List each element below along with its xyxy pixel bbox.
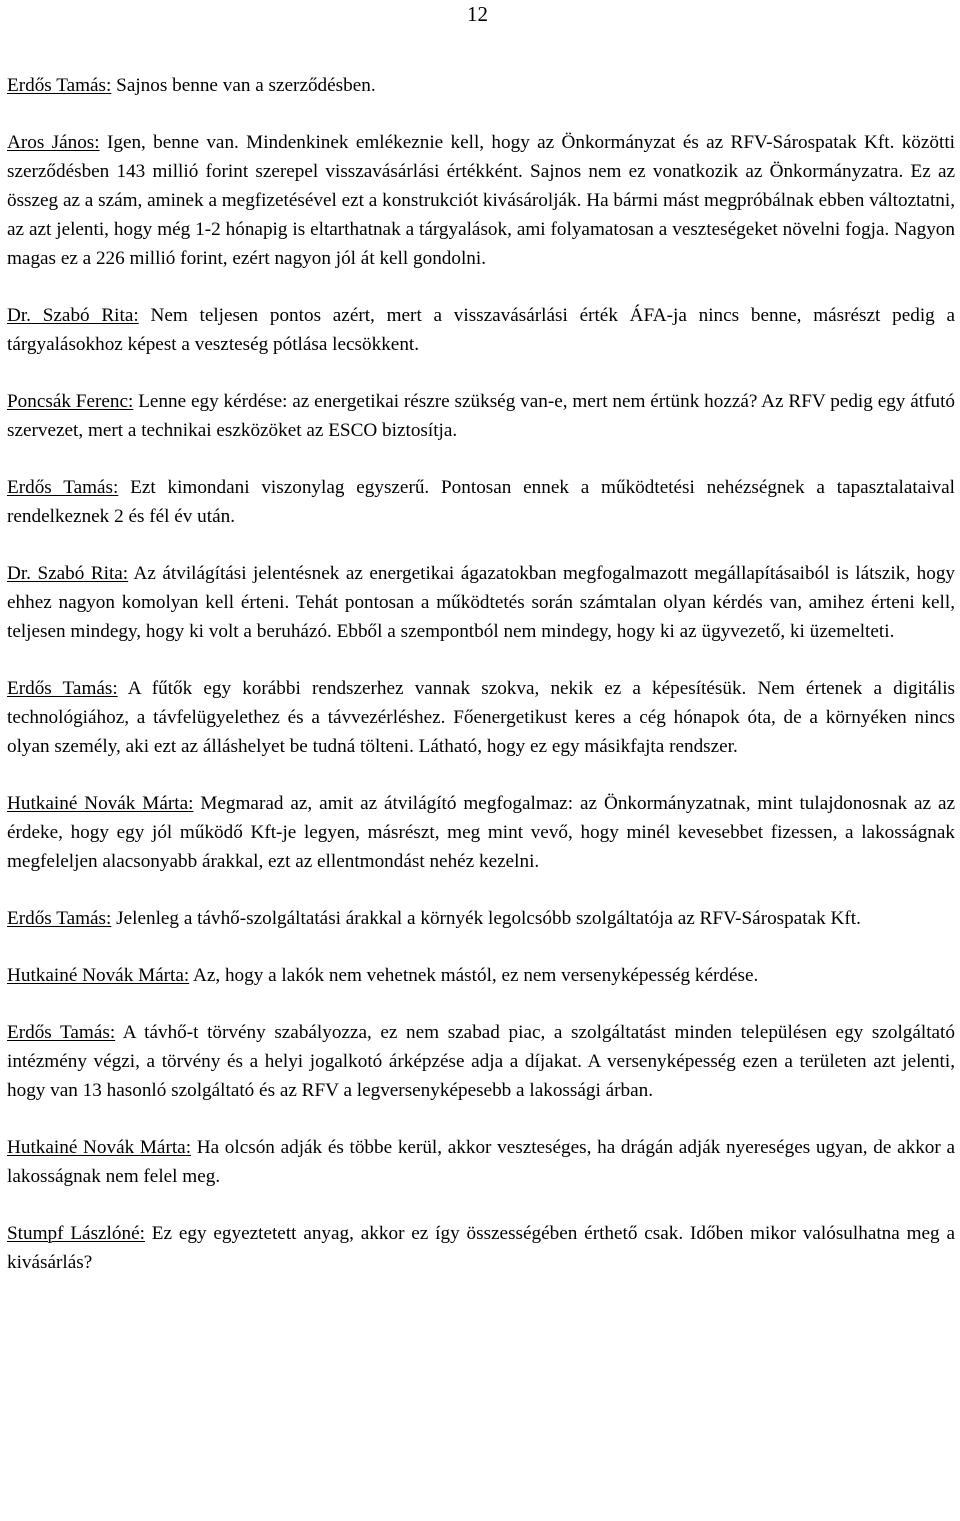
paragraph — [7, 1219, 955, 1277]
paragraph-text: A fűtők egy korábbi rendszerhez vannak szokva, nekik ez a képesítésük. Nem értenek a digitális technológiához, a távfelügyelethez és a távvezérléshez. Főenergetikust keres a cég hónapok óta, de a környéken nincs olyan személy, aki ezt az álláshelyet be tudná tölteni. Látható, hogy ez egy másikfajta rendszer. — [7, 678, 955, 757]
paragraph-text: Nem teljesen pontos azért, mert a visszavásárlási érték ÁFA-ja nincs benne, másrészt pedig a tárgyalásokhoz képest a veszteség pótlása lecsökkent. — [7, 305, 956, 355]
paragraph — [7, 904, 955, 933]
page-number: 12 — [467, 2, 488, 26]
paragraph — [7, 674, 955, 761]
paragraph — [7, 71, 955, 100]
speaker-name: Hutkainé Novák Márta: — [7, 793, 194, 814]
paragraph — [7, 559, 955, 646]
paragraph-text: Sajnos benne van a szerződésben. — [111, 75, 376, 96]
paragraph-text: Igen, benne van. Mindenkinek emlékeznie kell, hogy az Önkormányzat és az RFV-Sárospatak Kft. közötti szerződésben 143 millió forint szerepel visszavásárlási értékként. Sajnos nem ez vonatkozik az Önkormányzatra. Ez az összeg az a szám, aminek a megfizetésével ezt a konstrukciót kivásárolják. Ha bármi mást megpróbálnak ebben változtatni, az azt jelenti, hogy még 1-2 hónapig is eltarthatnak a tárgyalások, ami folyamatosan a veszteségeket növelni fogja. Nagyon magas ez a 226 millió forint, ezért nagyon jól át kell gondolni. — [7, 132, 956, 269]
paragraph — [7, 1133, 955, 1191]
paragraph-text: Jelenleg a távhő-szolgáltatási árakkal a környék legolcsóbb szolgáltatója az RFV-Sárospatak Kft. — [111, 908, 861, 929]
document-body — [7, 71, 955, 1305]
speaker-name: Poncsák Ferenc: — [7, 391, 134, 412]
paragraph-text: A távhő-t törvény szabályozza, ez nem szabad piac, a szolgáltatást minden településen egy szolgáltató intézmény végzi, a törvény és a helyi jogalkotó árképzése adja a díjakat. A versenyképesség ezen a területen azt jelenti, hogy van 13 hasonló szolgáltató és az RFV a legversenyképesebb a lakossági árban. — [7, 1022, 955, 1101]
speaker-name: Dr. Szabó Rita: — [7, 563, 129, 584]
speaker-name: Erdős Tamás: — [7, 678, 118, 699]
speaker-name: Dr. Szabó Rita: — [7, 305, 139, 326]
speaker-name: Erdős Tamás: — [7, 908, 112, 929]
paragraph — [7, 473, 955, 531]
paragraph — [7, 1018, 955, 1105]
paragraph-text: Ha olcsón adják és többe kerül, akkor veszteséges, ha drágán adják nyereséges ugyan, de akkor a lakosságnak nem felel meg. — [7, 1137, 956, 1187]
paragraph — [7, 301, 955, 359]
paragraph-text: Ezt kimondani viszonylag egyszerű. Pontosan ennek a működtetési nehézségnek a tapasztalataival rendelkeznek 2 és fél év után. — [7, 477, 955, 527]
speaker-name: Stumpf Lászlóné: — [7, 1223, 145, 1244]
speaker-name: Aros János: — [7, 132, 100, 153]
paragraph-text: Megmarad az, amit az átvilágító megfogalmaz: az Önkormányzatnak, mint tulajdonosnak az az érdeke, hogy egy jól működő Kft-je legyen, másrészt, meg mint vevő, hogy minél kevesebbet fizessen, a lakosságnak megfeleljen alacsonyabb árakkal, ezt az ellentmondást nehéz kezelni. — [7, 793, 955, 872]
speaker-name: Erdős Tamás: — [7, 1022, 116, 1043]
paragraph — [7, 128, 955, 273]
paragraph-text: Az, hogy a lakók nem vehetnek mástól, ez nem versenyképesség kérdése. — [189, 965, 759, 986]
paragraph — [7, 789, 955, 876]
paragraph-text: Az átvilágítási jelentésnek az energetikai ágazatokban megfogalmazott megállapításaiból is látszik, hogy ehhez nagyon komolyan kell érteni. Tehát pontosan a működtetés során számtalan olyan kérdés van, amihez érteni kell, teljesen mindegy, hogy ki volt a beruházó. Ebből a szempontból nem mindegy, hogy ki az ügyvezető, ki üzemelteti. — [7, 563, 956, 642]
paragraph — [7, 387, 955, 445]
speaker-name: Erdős Tamás: — [7, 477, 119, 498]
speaker-name: Hutkainé Novák Márta: — [7, 965, 190, 986]
speaker-name: Erdős Tamás: — [7, 75, 112, 96]
paragraph-text: Lenne egy kérdése: az energetikai részre szükség van-e, mert nem értünk hozzá? Az RFV pedig egy átfutó szervezet, mert a technikai eszközöket az ESCO biztosítja. — [7, 391, 955, 441]
paragraph-text: Ez egy egyeztetett anyag, akkor ez így összességében érthető csak. Időben mikor valósulhatna meg a kivásárlás? — [7, 1223, 956, 1273]
paragraph — [7, 961, 955, 990]
speaker-name: Hutkainé Novák Márta: — [7, 1137, 192, 1158]
